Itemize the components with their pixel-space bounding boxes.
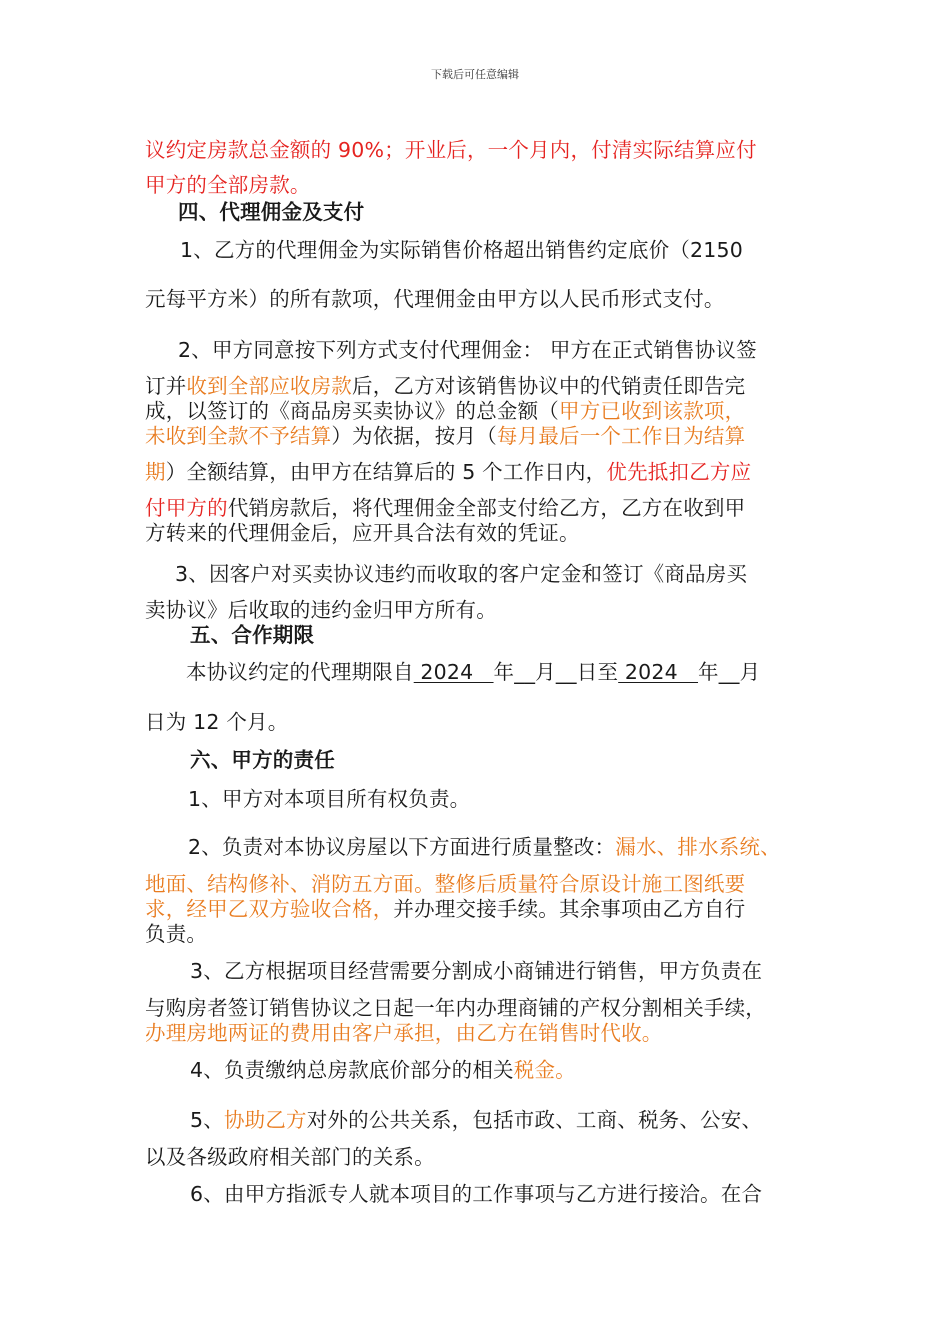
s6-p2-line-1: 2、负责对本协议房屋以下方面进行质量整改：漏水、排水系统、 bbox=[188, 835, 781, 859]
s5-term-line-1: 本协议约定的代理期限自 2024 年__月__日至 2024 年__月 bbox=[186, 660, 761, 684]
page-header: 下载后可任意编辑 bbox=[431, 68, 519, 81]
s4-p3-line-1: 3、因客户对买卖协议违约而收取的客户定金和签订《商品房买 bbox=[175, 562, 748, 586]
section-4-title: 四、代理佣金及支付 bbox=[178, 200, 365, 224]
s3-tail-line-1: 议约定房款总金额的 90%；开业后，一个月内，付清实际结算应付 bbox=[145, 138, 757, 162]
s6-p5-line-2: 以及各级政府相关部门的关系。 bbox=[145, 1145, 435, 1169]
s4-p2-line-2: 订并收到全部应收房款后，乙方对该销售协议中的代销责任即告完 bbox=[145, 374, 746, 398]
s4-p2-line-1: 2、甲方同意按下列方式支付代理佣金： 甲方在正式销售协议签 bbox=[178, 338, 757, 362]
s4-p2-line-7: 方转来的代理佣金后，应开具合法有效的凭证。 bbox=[145, 521, 580, 545]
section-5-title: 五、合作期限 bbox=[190, 623, 315, 647]
s4-p1-line-2: 元每平方米）的所有款项，代理佣金由甲方以人民币形式支付。 bbox=[145, 287, 725, 311]
s6-p3-line-3: 办理房地两证的费用由客户承担，由乙方在销售时代收。 bbox=[145, 1021, 663, 1045]
s6-p2-line-4: 负责。 bbox=[145, 922, 208, 946]
s6-p4: 4、负责缴纳总房款底价部分的相关税金。 bbox=[190, 1058, 576, 1082]
s6-p2-line-2: 地面、结构修补、消防五方面。整修后质量符合原设计施工图纸要 bbox=[145, 872, 746, 896]
s4-p1-line-1: 1、乙方的代理佣金为实际销售价格超出销售约定底价（2150 bbox=[180, 238, 744, 262]
s4-p2-line-3: 成，以签订的《商品房买卖协议》的总金额（甲方已收到该款项， bbox=[145, 399, 746, 423]
s6-p5-line-1: 5、协助乙方对外的公共关系，包括市政、工商、税务、公安、 bbox=[190, 1108, 763, 1132]
s4-p2-line-6: 付甲方的代销房款后，将代理佣金全部支付给乙方，乙方在收到甲 bbox=[145, 496, 746, 520]
s6-p6-line-1: 6、由甲方指派专人就本项目的工作事项与乙方进行接洽。在合 bbox=[190, 1182, 763, 1206]
s6-p2-line-3: 求，经甲乙双方验收合格，并办理交接手续。其余事项由乙方自行 bbox=[145, 897, 746, 921]
s5-term-line-2: 日为 12 个月。 bbox=[145, 710, 289, 734]
s3-tail-line-2: 甲方的全部房款。 bbox=[145, 173, 311, 197]
s4-p2-line-5: 期）全额结算，由甲方在结算后的 5 个工作日内，优先抵扣乙方应 bbox=[145, 460, 752, 484]
section-6-title: 六、甲方的责任 bbox=[190, 748, 335, 772]
s6-p3-line-1: 3、乙方根据项目经营需要分割成小商铺进行销售，甲方负责在 bbox=[190, 959, 763, 983]
s4-p3-line-2: 卖协议》后收取的违约金归甲方所有。 bbox=[145, 598, 497, 622]
s6-p1: 1、甲方对本项目所有权负责。 bbox=[188, 787, 471, 811]
s6-p3-line-2: 与购房者签订销售协议之日起一年内办理商铺的产权分割相关手续， bbox=[145, 996, 766, 1020]
s4-p2-line-4: 未收到全款不予结算）为依据，按月（每月最后一个工作日为结算 bbox=[145, 424, 746, 448]
